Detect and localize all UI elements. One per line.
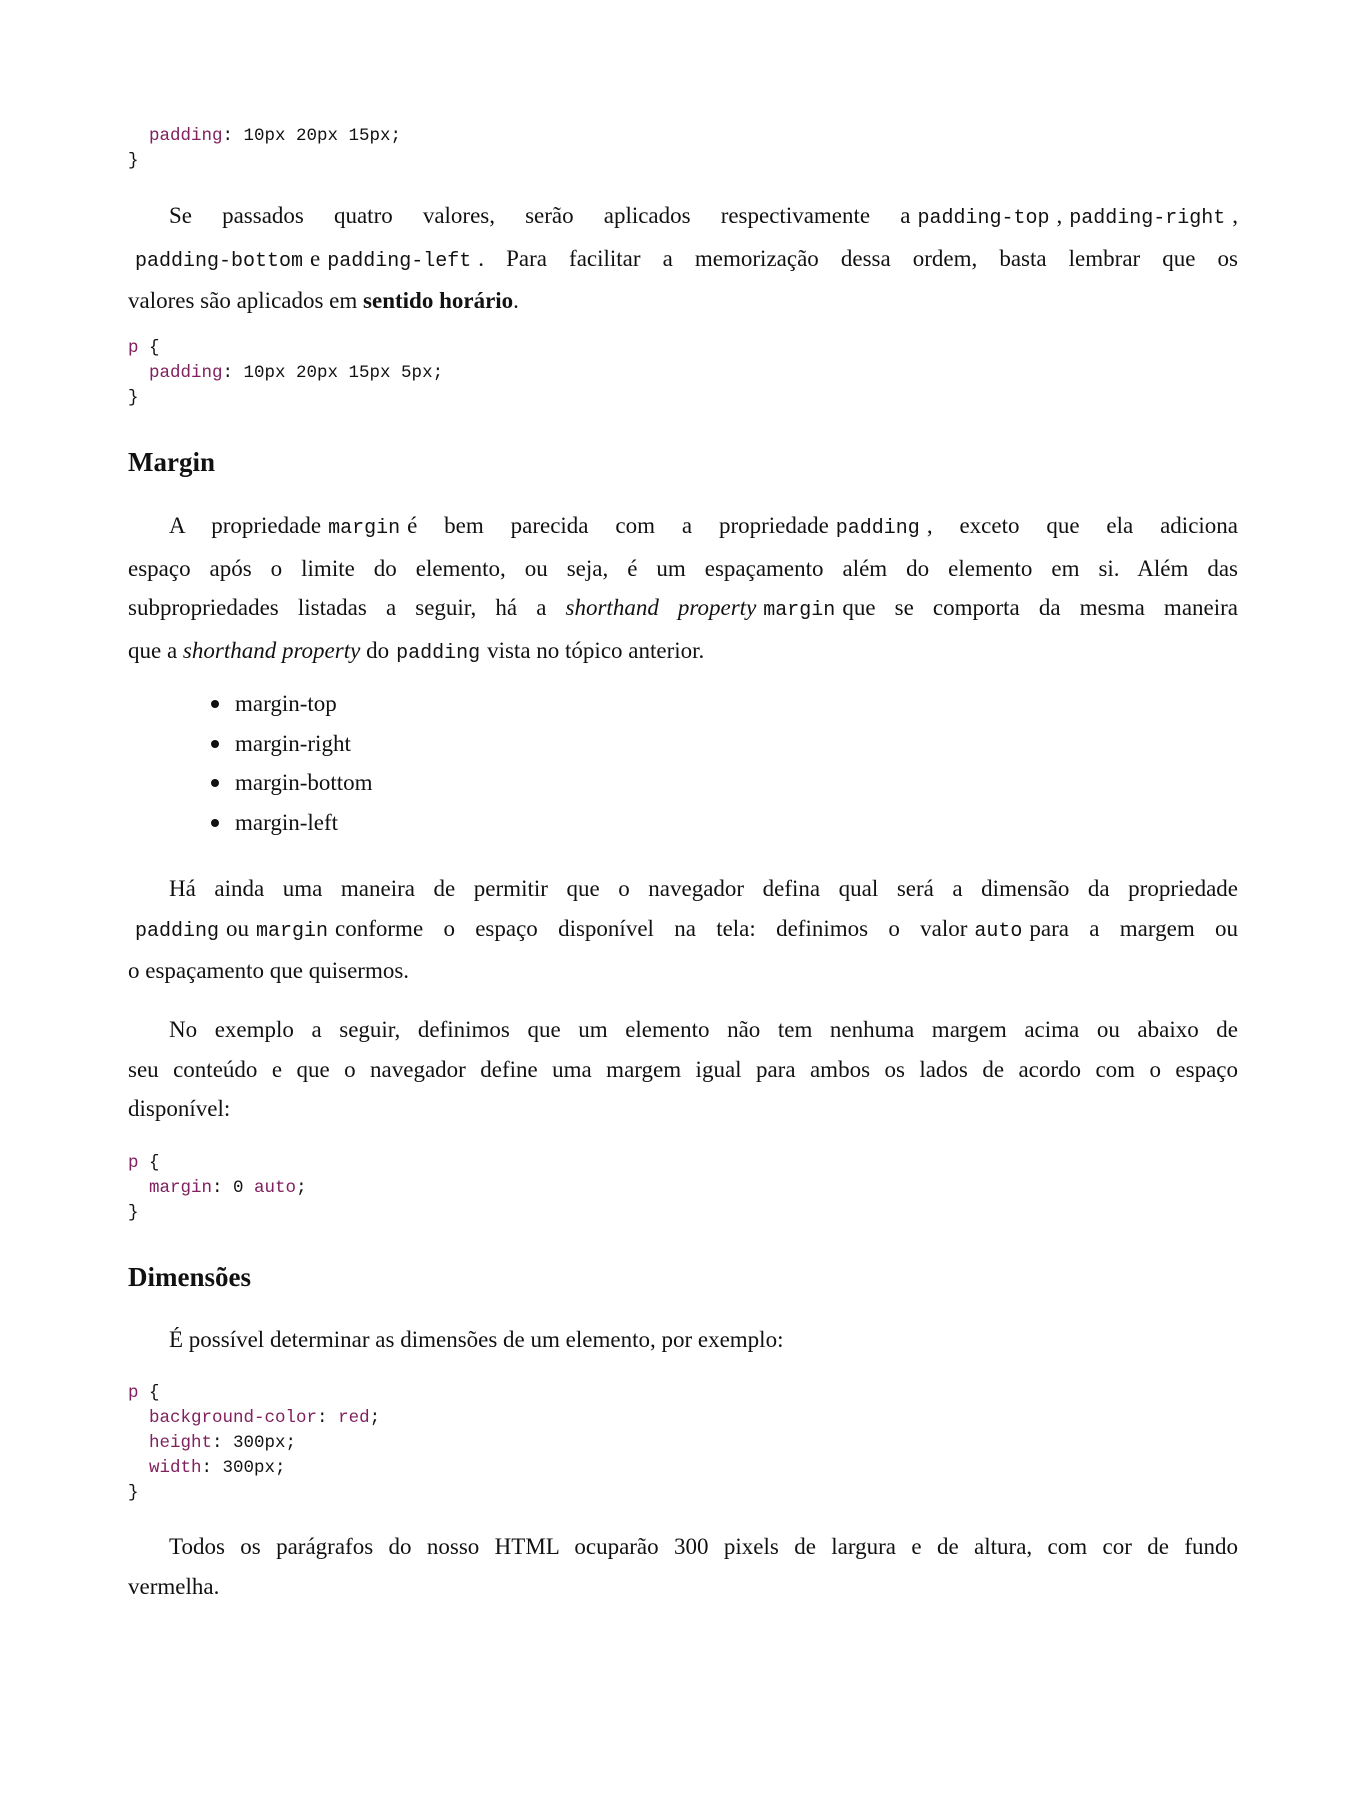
code-line — [128, 336, 1238, 361]
text: É possível determinar as dimensões de um elemento, por exemplo: — [169, 1327, 784, 1352]
code-block-padding-three-values — [128, 124, 1238, 174]
text-line — [128, 506, 1238, 549]
code-text: : 300px; — [201, 1458, 286, 1478]
code-line — [128, 124, 1238, 149]
text: conforme o espaço disponível na tela: definimos o valor — [335, 915, 968, 941]
text: subpropriedades listadas a seguir, há a — [128, 595, 566, 621]
code-line — [128, 1406, 1238, 1431]
text: seu conteúdo e que o navegador define uma margem igual para ambos os lados de acordo com o espaço — [128, 1056, 1238, 1082]
bullet-icon — [211, 779, 219, 787]
inline-code: padding-bottom — [135, 249, 304, 273]
text: Se passados quatro valores, serão aplicados respectivamente a — [169, 203, 911, 228]
code-text: } — [128, 151, 139, 171]
code-keyword: p — [128, 1153, 139, 1173]
text: , — [1056, 203, 1063, 228]
code-text: } — [128, 1203, 139, 1223]
italic-text: shorthand property — [565, 595, 757, 621]
text: ou — [226, 915, 250, 941]
text: que a — [128, 637, 183, 663]
text: Todos os parágrafos do nosso HTML ocuparão 300 pixels de largura e de altura, com cor de fundo — [169, 1534, 1238, 1559]
code-line — [128, 361, 1238, 386]
text-line — [128, 1567, 1238, 1607]
text: A propriedade — [169, 513, 322, 538]
text: disponível: — [128, 1096, 231, 1122]
text: . Para facilitar a memorização dessa ordem, basta lembrar que os — [478, 245, 1238, 271]
code-text — [128, 1458, 149, 1478]
inline-code: margin — [763, 599, 836, 623]
text: do — [360, 637, 390, 663]
code-line — [128, 1431, 1238, 1456]
text-line — [128, 951, 1238, 991]
code-text: : 10px 20px 15px; — [222, 126, 402, 146]
code-text: { — [138, 1153, 160, 1173]
code-block-margin-auto — [128, 1151, 1238, 1226]
code-line — [128, 1176, 1238, 1201]
code-keyword: p — [128, 338, 139, 358]
code-keyword: background-color — [149, 1408, 318, 1428]
text: . — [513, 288, 519, 314]
code-text: ; — [369, 1408, 381, 1428]
code-block-dimensions — [128, 1381, 1238, 1506]
inline-code: padding-top — [917, 207, 1050, 230]
margin-subproperties-list — [128, 684, 373, 842]
code-line — [128, 386, 1238, 411]
code-text — [128, 1433, 149, 1453]
code-line — [128, 1381, 1238, 1406]
text: é bem parecida com a propriedade — [407, 513, 829, 538]
list-item-label: margin-right — [235, 730, 351, 756]
code-text: } — [128, 388, 139, 408]
heading-margin: Margin — [128, 447, 215, 477]
text: e — [310, 245, 321, 271]
code-keyword: auto — [254, 1178, 297, 1198]
inline-code: padding-left — [327, 249, 472, 273]
code-keyword: padding — [149, 363, 223, 383]
list-item-label: margin-left — [235, 809, 339, 835]
inline-code: margin — [328, 517, 401, 540]
code-line — [128, 1151, 1238, 1176]
code-line — [128, 1201, 1238, 1226]
italic-text: shorthand property — [182, 637, 361, 663]
code-keyword: height — [149, 1433, 213, 1453]
code-line — [128, 149, 1238, 174]
text: valores são aplicados em — [128, 288, 364, 314]
text-line — [128, 1527, 1238, 1567]
code-line — [128, 1481, 1238, 1506]
code-keyword: red — [338, 1408, 370, 1428]
text-line — [128, 1089, 1238, 1129]
inline-code: padding-right — [1069, 207, 1226, 230]
code-text: : 300px; — [212, 1433, 297, 1453]
code-text: : 0 — [212, 1178, 255, 1198]
bullet-icon — [211, 700, 219, 708]
list-item — [235, 803, 373, 843]
code-text — [128, 1178, 149, 1198]
text-line — [128, 549, 1238, 589]
heading-dimensions: Dimensões — [128, 1262, 251, 1292]
code-block-padding-four-values — [128, 336, 1238, 411]
code-text: : — [317, 1408, 339, 1428]
paragraph-example-auto — [128, 1010, 1238, 1129]
code-text — [128, 1408, 149, 1428]
text: No exemplo a seguir, definimos que um elemento não tem nenhuma margem acima ou abaixo de — [169, 1017, 1238, 1042]
code-text: : 10px 20px 15px 5px; — [222, 363, 444, 383]
bold-text: sentido horário — [363, 288, 514, 314]
text-line — [128, 588, 1238, 631]
paragraph-four-values — [128, 196, 1238, 321]
text-line — [128, 281, 1238, 321]
inline-code: padding — [135, 919, 220, 943]
code-keyword: margin — [149, 1178, 213, 1198]
list-item — [235, 724, 373, 764]
inline-code: auto — [974, 919, 1023, 943]
text: Há ainda uma maneira de permitir que o navegador defina qual será a dimensão da propriedade — [169, 876, 1238, 901]
bullet-icon — [211, 740, 219, 748]
bullet-icon — [211, 819, 219, 827]
list-item-label: margin-top — [235, 691, 337, 716]
text-line — [128, 909, 1238, 952]
text-line — [128, 869, 1238, 909]
text: , — [1232, 203, 1238, 228]
text-line — [128, 1320, 1238, 1360]
inline-code: padding — [396, 641, 481, 665]
text-line — [128, 196, 1238, 239]
code-text: } — [128, 1483, 139, 1503]
paragraph-dimensions-result — [128, 1527, 1238, 1606]
text-line — [128, 1050, 1238, 1090]
text: o espaçamento que quisermos. — [128, 958, 410, 984]
text: vista no tópico anterior. — [487, 637, 705, 663]
text: para a margem ou — [1029, 915, 1238, 941]
text: vermelha. — [128, 1573, 220, 1599]
code-text: { — [138, 1383, 160, 1403]
code-text — [128, 126, 149, 146]
text-line — [128, 631, 1238, 674]
list-item — [235, 684, 373, 724]
code-keyword: p — [128, 1383, 139, 1403]
code-text: { — [138, 338, 160, 358]
code-keyword: padding — [149, 126, 223, 146]
text: que se comporta da mesma maneira — [842, 595, 1238, 621]
list-item — [235, 763, 373, 803]
code-text: ; — [296, 1178, 307, 1198]
code-text — [128, 363, 149, 383]
code-keyword: width — [149, 1458, 202, 1478]
inline-code: margin — [256, 919, 329, 943]
paragraph-auto-value — [128, 869, 1238, 991]
paragraph-dimensions-intro — [128, 1320, 1238, 1360]
inline-code: padding — [835, 517, 920, 540]
paragraph-margin-intro — [128, 506, 1238, 673]
text-line — [128, 239, 1238, 282]
text: espaço após o limite do elemento, ou seja, é um espaçamento além do elemento em si. Além das — [128, 555, 1238, 581]
code-line — [128, 1456, 1238, 1481]
text: , exceto que ela adiciona — [926, 513, 1238, 538]
text-line — [128, 1010, 1238, 1050]
list-item-label: margin-bottom — [235, 770, 373, 796]
